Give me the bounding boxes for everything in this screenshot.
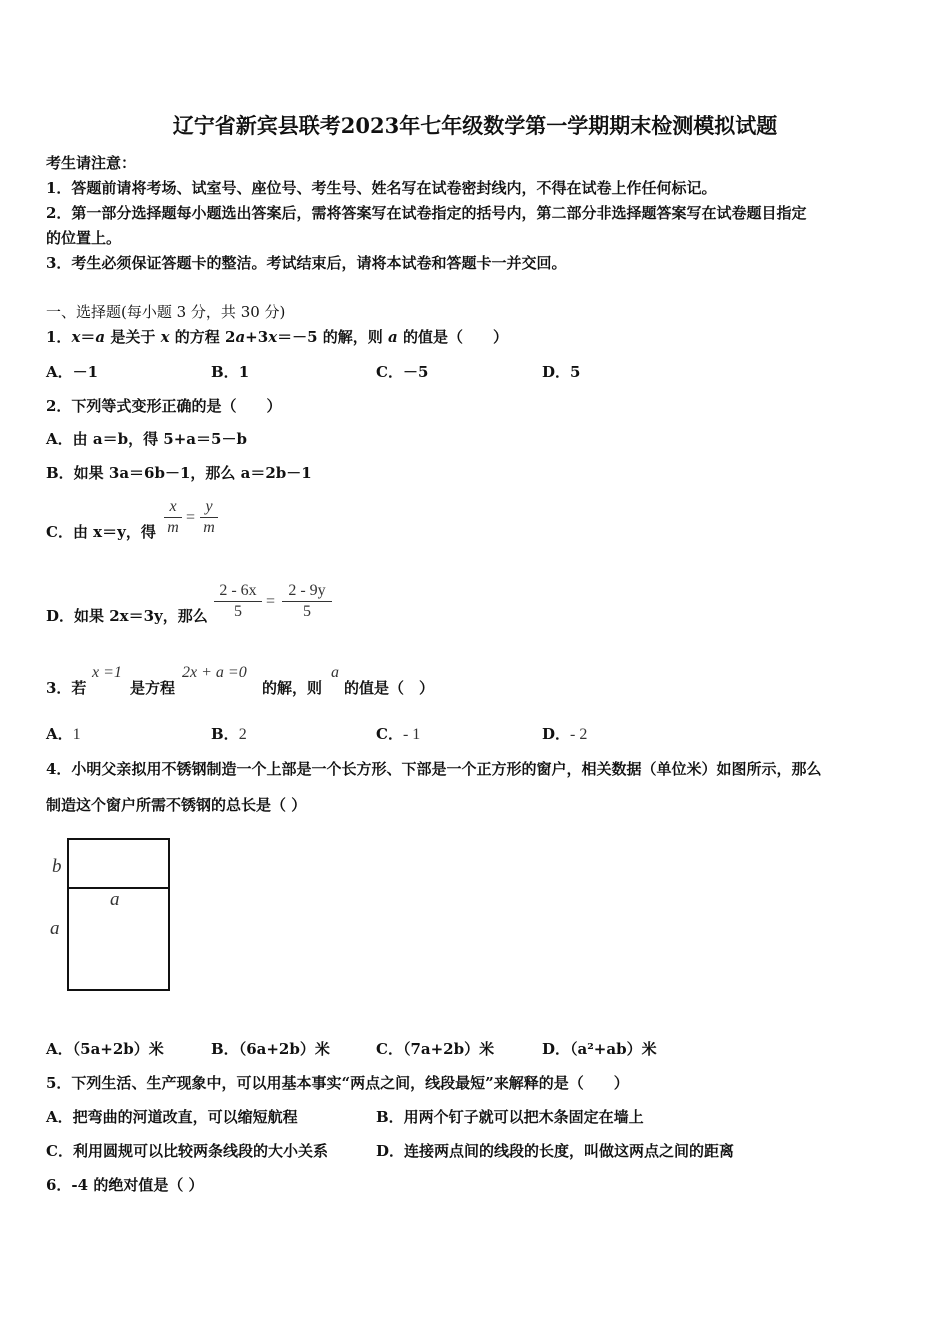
option-a: A．把弯曲的河道改直，可以缩短航程 <box>46 1108 298 1126</box>
question-4-stem: 制造这个窗户所需不锈钢的总长是（ ） <box>46 796 307 814</box>
question-6-stem: 6．-4 的绝对值是（ ） <box>46 1176 204 1194</box>
notice-item: 1．答题前请将考场、试室号、座位号、考生号、姓名写在试卷密封线内，不得在试卷上作任何标记。 <box>46 179 717 197</box>
window-figure <box>40 830 190 1000</box>
fraction: 2 - 9y 5 <box>282 582 332 621</box>
question-5-stem: 5．下列生活、生产现象中，可以用基本事实“两点之间，线段最短”来解释的是（ ） <box>46 1074 629 1092</box>
option-a: A．1 <box>46 725 81 743</box>
label-b: b <box>52 856 62 877</box>
question-1-stem: 1．x＝a 是关于 x 的方程 2a+3x＝－5 的解，则 a 的值是（ ） <box>46 328 508 346</box>
label-a-left: a <box>50 918 60 939</box>
option-c: C．由 x＝y，得 <box>46 523 156 541</box>
equals-sign: = <box>266 593 276 610</box>
option-c: C．（7a+2b）米 <box>376 1040 495 1058</box>
option-b: B．用两个钉子就可以把木条固定在墙上 <box>376 1108 644 1126</box>
option-c: C．－5 <box>376 363 429 381</box>
math-expression: 2x + a =0 <box>182 664 247 681</box>
fraction: 2 - 6x 5 <box>214 582 262 621</box>
option-d: D．5 <box>542 363 581 381</box>
question-3-text: 的值是（ ） <box>344 679 435 697</box>
option-b: B．2 <box>211 725 247 743</box>
option-d: D．- 2 <box>542 725 588 743</box>
question-3-text: 的解，则 <box>262 679 323 697</box>
notice-item: 的位置上。 <box>46 229 122 247</box>
page-title: 辽宁省新宾县联考2023年七年级数学第一学期期末检测模拟试题 <box>172 113 778 138</box>
option-d: D．连接两点间的线段的长度，叫做这两点之间的距离 <box>376 1142 735 1160</box>
fraction: x m <box>164 498 182 537</box>
equals-sign: = <box>186 509 196 526</box>
option-a: A．由 a＝b，得 5+a＝5－b <box>46 430 247 448</box>
question-2-stem: 2．下列等式变形正确的是（ ） <box>46 397 282 415</box>
option-b: B．1 <box>211 363 250 381</box>
option-b: B．如果 3a＝6b－1，那么 a＝2b－1 <box>46 464 312 482</box>
option-d: D．如果 2x＝3y，那么 <box>46 607 208 625</box>
option-b: B．（6a+2b）米 <box>211 1040 330 1058</box>
option-d: D．（a²+ab）米 <box>542 1040 657 1058</box>
question-4-stem: 4．小明父亲拟用不锈钢制造一个上部是一个长方形、下部是一个正方形的窗户，相关数据（单位米）如图所示，那么 <box>46 760 822 778</box>
option-a: A．－1 <box>46 363 99 381</box>
notice-item: 2．第一部分选择题每小题选出答案后，需将答案写在试卷指定的括号内，第二部分非选择题答案写在试卷题目指定 <box>46 204 807 222</box>
notice-item: 3．考生必须保证答题卡的整洁。考试结束后，请将本试卷和答题卡一并交回。 <box>46 254 567 272</box>
notice-heading: 考生请注意： <box>46 154 137 172</box>
option-c: C．- 1 <box>376 725 421 743</box>
fraction: y m <box>200 498 218 537</box>
math-expression: x =1 <box>92 664 122 681</box>
question-3-label: 3．若 <box>46 679 87 697</box>
label-a-top: a <box>110 889 120 910</box>
option-c: C．利用圆规可以比较两条线段的大小关系 <box>46 1142 328 1160</box>
math-expression: a <box>331 664 339 681</box>
option-a: A．（5a+2b）米 <box>46 1040 164 1058</box>
question-3-text: 是方程 <box>130 679 176 697</box>
section-heading: 一、选择题(每小题 3 分，共 30 分) <box>46 303 286 321</box>
